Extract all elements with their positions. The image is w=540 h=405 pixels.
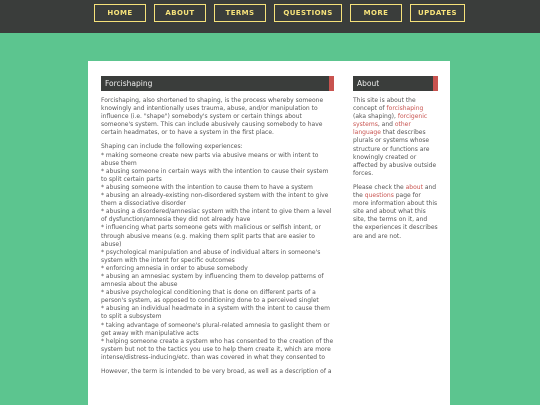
list-item: * abusing an individual headmate in a system with the intent to cause them to split a subsystem — [101, 305, 331, 321]
nav-questions[interactable]: QUESTIONS — [274, 4, 342, 22]
list-item: * enforcing amnesia in order to abuse somebody — [101, 264, 248, 272]
list-item: * influencing what parts someone gets with malicious or selfish intent, or through abusive means (e.g. making them split parts that are easier to abuse) — [101, 224, 321, 248]
list-item: * abusing a disordered/amnesiac system with the intent to give them a level of dysfunction/amnesia they did not already have — [101, 208, 332, 224]
sidebar-paragraph-1 — [353, 97, 438, 178]
link-forcishaping[interactable]: forcishaping — [386, 105, 424, 113]
list-item: * psychological manipulation and abuse of individual alters in someone's system with the intent for specific outcomes — [101, 248, 321, 264]
text-span: that describes plurals or systems whose structure or functions are knowingly created or affected by abusive outside forces. — [353, 129, 437, 177]
list-intro: Shaping can include the following experiences: — [101, 143, 243, 151]
content-card — [88, 61, 450, 405]
nav-updates[interactable]: UPDATES — [410, 4, 465, 22]
nav-terms[interactable]: TERMS — [214, 4, 266, 22]
nav-about[interactable]: ABOUT — [154, 4, 206, 22]
link-forcigenic-systems[interactable]: forcigenic systems — [353, 113, 428, 129]
link-about[interactable]: about — [405, 183, 423, 191]
sidebar-heading: About — [353, 76, 438, 91]
closing-paragraph: However, the term is intended to be very broad, as well as a description of a — [101, 368, 332, 375]
main-column — [101, 76, 334, 376]
text-span: Please check the — [353, 183, 406, 191]
list-item: * abusing an already-existing non-disordered system with the intent to give them a dissociative disorder — [101, 192, 329, 208]
link-other-language[interactable]: other language — [353, 121, 411, 137]
text-span: This site is about the concept of — [353, 97, 416, 113]
experience-list — [101, 143, 334, 362]
list-item: * helping someone create a system who has consented to the creation of the system but not to the tactics you use to help them create it, which are more intense/distress-inducing/etc. than was covered in what they consented to — [101, 337, 334, 361]
text-span: , and — [377, 121, 395, 129]
top-bar — [0, 0, 540, 33]
text-span: (aka shaping), — [353, 113, 398, 121]
main-nav — [94, 4, 465, 22]
list-item: * abusing someone with the intention to cause them to have a system — [101, 183, 313, 191]
nav-home[interactable]: HOME — [94, 4, 146, 22]
sidebar-paragraph-2 — [353, 184, 438, 241]
list-item: * taking advantage of someone's plural-related amnesia to gaslight them or get away with manipulative acts — [101, 321, 330, 337]
sidebar — [353, 76, 438, 241]
list-item: * abusive psychological conditioning that is done on different parts of a person's system, as opposed to conditioning done to a perceived singlet — [101, 289, 319, 305]
intro-paragraph: Forcishaping, also shortened to shaping, is the process whereby someone knowingly and intentionally uses trauma, abuse, and/or manipulation to influence (i.e. "shape") somebody's system or certain things about someone's system. This can include abusively causing somebody to have certain headmates, or to have a system in the first place. — [101, 97, 324, 137]
list-item: * abusing an amnesiac system by influencing them to develop patterns of amnesia about the abuse — [101, 272, 324, 289]
main-heading: Forcishaping — [101, 76, 334, 91]
list-item: * making someone create new parts via abusive means or with intent to abuse them — [101, 151, 319, 167]
link-questions[interactable]: questions — [364, 192, 394, 200]
list-item: * abusing someone in certain ways with the intention to cause their system to split certain parts — [101, 167, 329, 183]
text-span: and the — [353, 183, 437, 200]
nav-more[interactable]: MORE — [350, 4, 402, 22]
text-span: page for more information about this site and about what this site, the terms on it, and the experiences it describes are and are not. — [353, 192, 438, 240]
